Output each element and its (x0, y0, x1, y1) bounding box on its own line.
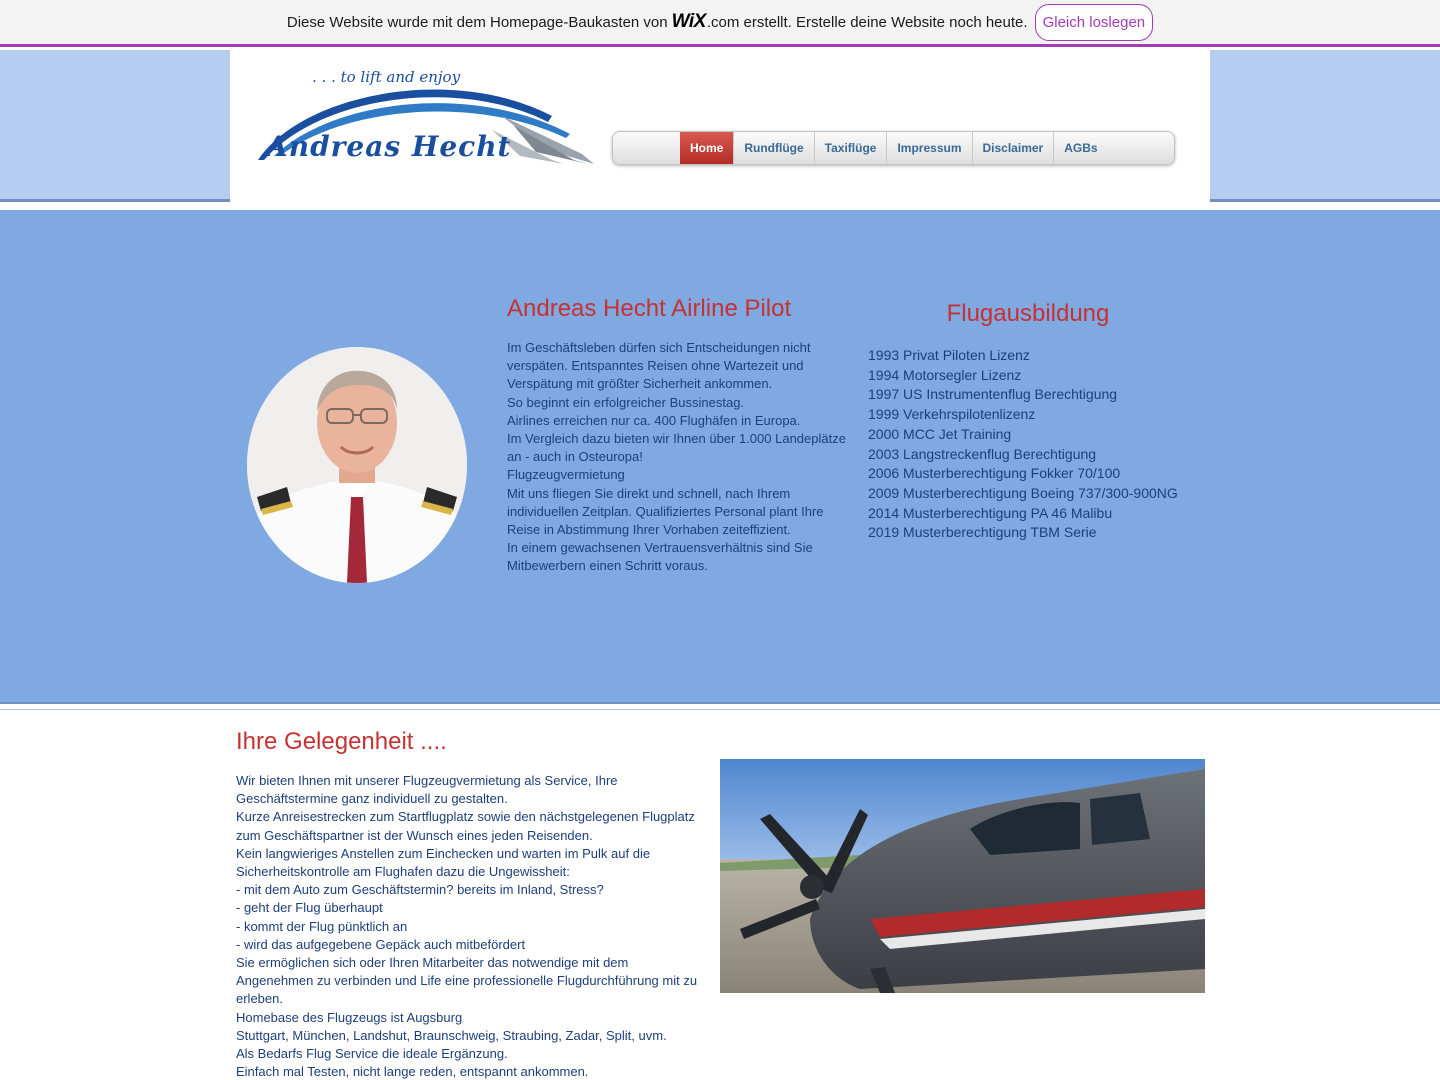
get-started-button[interactable]: Gleich loslegen (1035, 4, 1154, 41)
nav-item-home[interactable]: Home (680, 132, 734, 164)
aircraft-photo (720, 759, 1205, 993)
banner-text-before: Diese Website wurde mit dem Homepage-Baukasten von (286, 13, 668, 31)
training-item: 2019 Musterberechtigung TBM Serie (868, 524, 1097, 541)
training-item: 2003 Langstreckenflug Berechtigung (868, 445, 1097, 462)
training-item: 1999 Verkehrspilotenlizenz (868, 406, 1036, 423)
logo-brand-name: Andreas Hecht (266, 130, 512, 163)
opportunity-paragraph: Sie ermöglichen sich oder Ihren Mitarbeiter das notwendige mit dem Angenehmen zu verbinden und Life eine professionelle Flugdurchführung mit zu erleben. (236, 955, 698, 1007)
opportunity-paragraph: Kein langwieriges Anstellen zum Einchecken und warten im Pulk auf die Sicherheitskontrolle am Flughafen dazu die Ungewissheit: (236, 845, 651, 880)
pilot-paragraph: Flugzeugvermietung (507, 467, 625, 483)
nav-item-rundfl-ge[interactable]: Rundflüge (734, 132, 814, 164)
training-list (868, 346, 1198, 543)
opportunity-paragraph: - mit dem Auto zum Geschäftstermin? bereits im Inland, Stress? (236, 882, 604, 898)
training-item: 1997 US Instrumentenflug Berechtigung (868, 386, 1118, 403)
training-item: 1993 Privat Piloten Lizenz (868, 347, 1030, 363)
pilot-portrait-illustration (247, 347, 467, 583)
aircraft-illustration (720, 759, 1205, 993)
wix-logo[interactable]: WiX (671, 11, 706, 32)
pilot-paragraph: So beginnt ein erfolgreicher Bussinestag. (507, 394, 745, 410)
pilot-section-title: Andreas Hecht Airline Pilot (507, 295, 792, 322)
training-item: 2014 Musterberechtigung PA 46 Malibu (868, 504, 1113, 521)
opportunity-paragraph: Kurze Anreisestrecken zum Startflugplatz sowie den nächstgelegenen Flugplatz zum Geschäftspartner ist der Wunsch eines jeden Reisenden. (236, 809, 695, 843)
nav-item-taxifl-ge[interactable]: Taxiflüge (815, 132, 888, 164)
opportunity-paragraph: Stuttgart, München, Landshut, Braunschweig, Straubing, Zadar, Split, uvm. (236, 1027, 667, 1043)
section-divider (0, 702, 1440, 710)
training-section-title: Flugausbildung (946, 300, 1110, 327)
opportunity-paragraph: Homebase des Flugzeugs ist Augsburg (236, 1009, 463, 1025)
main-navigation (612, 131, 1175, 165)
nav-item-disclaimer[interactable]: Disclaimer (973, 132, 1055, 164)
opportunity-paragraph: - kommt der Flug pünktlich an (236, 918, 408, 934)
pilot-description (507, 339, 852, 576)
pilot-paragraph: Im Geschäftsleben dürfen sich Entscheidungen nicht verspäten. Entspanntes Reisen ohne Wartezeit und Verspätung mit größter Sicherheit ankommen. (507, 340, 811, 392)
logo-tagline: . . . to lift and enjoy (312, 68, 461, 86)
banner-text-after: .com erstellt. Erstelle deine Website noch heute. (706, 13, 1028, 31)
training-item: 2000 MCC Jet Training (868, 425, 1012, 442)
pilot-paragraph: Airlines erreichen nur ca. 400 Flughäfen in Europa. (507, 412, 801, 428)
opportunity-paragraph: Wir bieten Ihnen mit unserer Flugzeugvermietung als Service, Ihre Geschäftstermine ganz individuell zu gestalten. (236, 773, 618, 807)
pilot-portrait-image (247, 347, 467, 583)
pilot-paragraph: In einem gewachsenen Vertrauensverhältnis sind Sie Mitbewerbern einen Schritt voraus. (507, 540, 813, 574)
training-item: 1994 Motorsegler Lizenz (868, 366, 1022, 383)
training-item: 2006 Musterberechtigung Fokker 70/100 (868, 465, 1121, 482)
opportunity-paragraph: Als Bedarfs Flug Service die ideale Ergänzung. (236, 1046, 508, 1062)
pilot-paragraph: Mit uns fliegen Sie direkt und schnell, nach Ihrem individuellen Zeitplan. Qualifiziertes Personal plant Ihre Reise in Abstimmung Ihrer Vorhaben zeiteffizient. (507, 485, 824, 538)
wix-promo-banner (0, 0, 1440, 47)
opportunity-section-title: Ihre Gelegenheit .... (236, 728, 447, 755)
site-logo[interactable] (252, 64, 600, 172)
opportunity-paragraph: - geht der Flug überhaupt (236, 900, 383, 916)
opportunity-description (236, 772, 706, 1080)
training-item: 2009 Musterberechtigung Boeing 737/300-900NG (868, 484, 1178, 501)
pilot-paragraph: Im Vergleich dazu bieten wir Ihnen über 1.000 Landeplätze an - auch in Osteuropa! (507, 431, 846, 465)
opportunity-paragraph: Einfach mal Testen, nicht lange reden, entspannt ankommen. (236, 1064, 589, 1080)
opportunity-paragraph: - wird das aufgegebene Gepäck auch mitbefördert (236, 936, 526, 952)
nav-item-impressum[interactable]: Impressum (887, 132, 972, 164)
nav-item-agbs[interactable]: AGBs (1064, 141, 1098, 155)
